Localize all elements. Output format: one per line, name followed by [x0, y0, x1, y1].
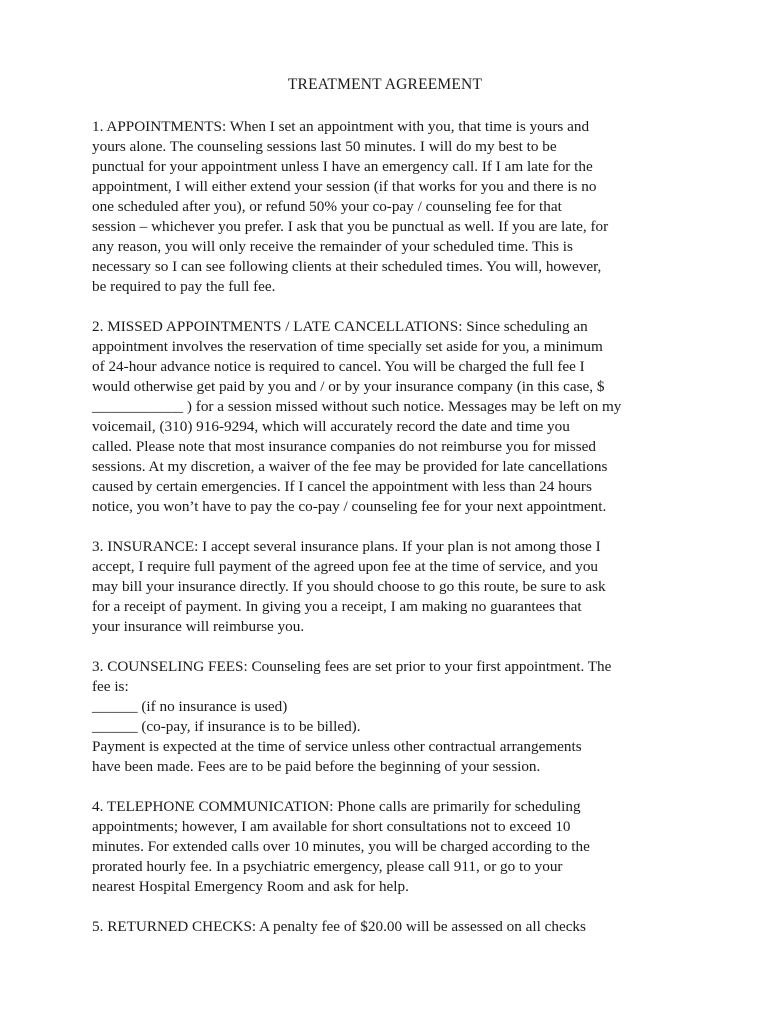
section-appointments	[92, 117, 692, 297]
document-title: TREATMENT AGREEMENT	[287, 76, 483, 93]
text-line: prorated hourly fee. In a psychiatric emergency, please call 911, or go to your	[92, 858, 563, 875]
text-line: 2. MISSED APPOINTMENTS / LATE CANCELLATIONS: Since scheduling an	[92, 318, 588, 335]
text-line: have been made. Fees are to be paid before the beginning of your session.	[92, 758, 541, 775]
text-line: appointments; however, I am available for short consultations not to exceed 10	[92, 818, 571, 835]
text-line: called. Please note that most insurance companies do not reimburse you for missed	[92, 438, 597, 455]
text-line: may bill your insurance directly. If you should choose to go this route, be sure to ask	[92, 578, 606, 595]
section-insurance	[92, 537, 692, 637]
text-line: sessions. At my discretion, a waiver of the fee may be provided for late cancellations	[92, 458, 608, 475]
text-line: necessary so I can see following clients at their scheduled times. You will, however,	[92, 258, 602, 275]
fee-blank-line: ______ (if no insurance is used)	[92, 698, 288, 715]
text-line: voicemail, (310) 916-9294, which will accurately record the date and time you	[92, 418, 570, 435]
text-line: for a receipt of payment. In giving you a receipt, I am making no guarantees that	[92, 598, 582, 615]
document-body	[92, 117, 692, 957]
text-line: notice, you won’t have to pay the co-pay / counseling fee for your next appointment.	[92, 498, 607, 515]
text-line: one scheduled after you), or refund 50% your co-pay / counseling fee for that	[92, 198, 562, 215]
text-line: 3. COUNSELING FEES: Counseling fees are set prior to your first appointment. The	[92, 658, 612, 675]
fee-blank-line: ______ (co-pay, if insurance is to be billed).	[92, 718, 361, 735]
text-line: be required to pay the full fee.	[92, 278, 276, 295]
text-line: would otherwise get paid by you and / or by your insurance company (in this case, $	[92, 378, 605, 395]
text-line: yours alone. The counseling sessions last 50 minutes. I will do my best to be	[92, 138, 557, 155]
text-line: caused by certain emergencies. If I cancel the appointment with less than 24 hours	[92, 478, 592, 495]
text-line: session – whichever you prefer. I ask that you be punctual as well. If you are late, for	[92, 218, 609, 235]
text-line: minutes. For extended calls over 10 minutes, you will be charged according to the	[92, 838, 590, 855]
text-line: 5. RETURNED CHECKS: A penalty fee of $20.00 will be assessed on all checks	[92, 918, 586, 935]
text-line: Payment is expected at the time of service unless other contractual arrangements	[92, 738, 582, 755]
text-line: appointment, I will either extend your session (if that works for you and there is no	[92, 178, 597, 195]
text-line: punctual for your appointment unless I have an emergency call. If I am late for the	[92, 158, 593, 175]
text-line: fee is:	[92, 678, 129, 695]
text-line: 4. TELEPHONE COMMUNICATION: Phone calls are primarily for scheduling	[92, 798, 581, 815]
text-line: appointment involves the reservation of time specially set aside for you, a minimum	[92, 338, 603, 355]
text-line: ____________ ) for a session missed without such notice. Messages may be left on my	[92, 398, 622, 415]
section-telephone	[92, 797, 692, 897]
text-line: 3. INSURANCE: I accept several insurance plans. If your plan is not among those I	[92, 538, 601, 555]
text-line: accept, I require full payment of the agreed upon fee at the time of service, and you	[92, 558, 599, 575]
section-counseling-fees	[92, 657, 692, 777]
text-line: your insurance will reimburse you.	[92, 618, 305, 635]
text-line: nearest Hospital Emergency Room and ask for help.	[92, 878, 409, 895]
section-returned-checks	[92, 917, 692, 937]
text-line: of 24-hour advance notice is required to cancel. You will be charged the full fee I	[92, 358, 585, 375]
text-line: 1. APPOINTMENTS: When I set an appointment with you, that time is yours and	[92, 118, 590, 135]
section-missed-appointments	[92, 317, 692, 517]
text-line: any reason, you will only receive the remainder of your scheduled time. This is	[92, 238, 573, 255]
